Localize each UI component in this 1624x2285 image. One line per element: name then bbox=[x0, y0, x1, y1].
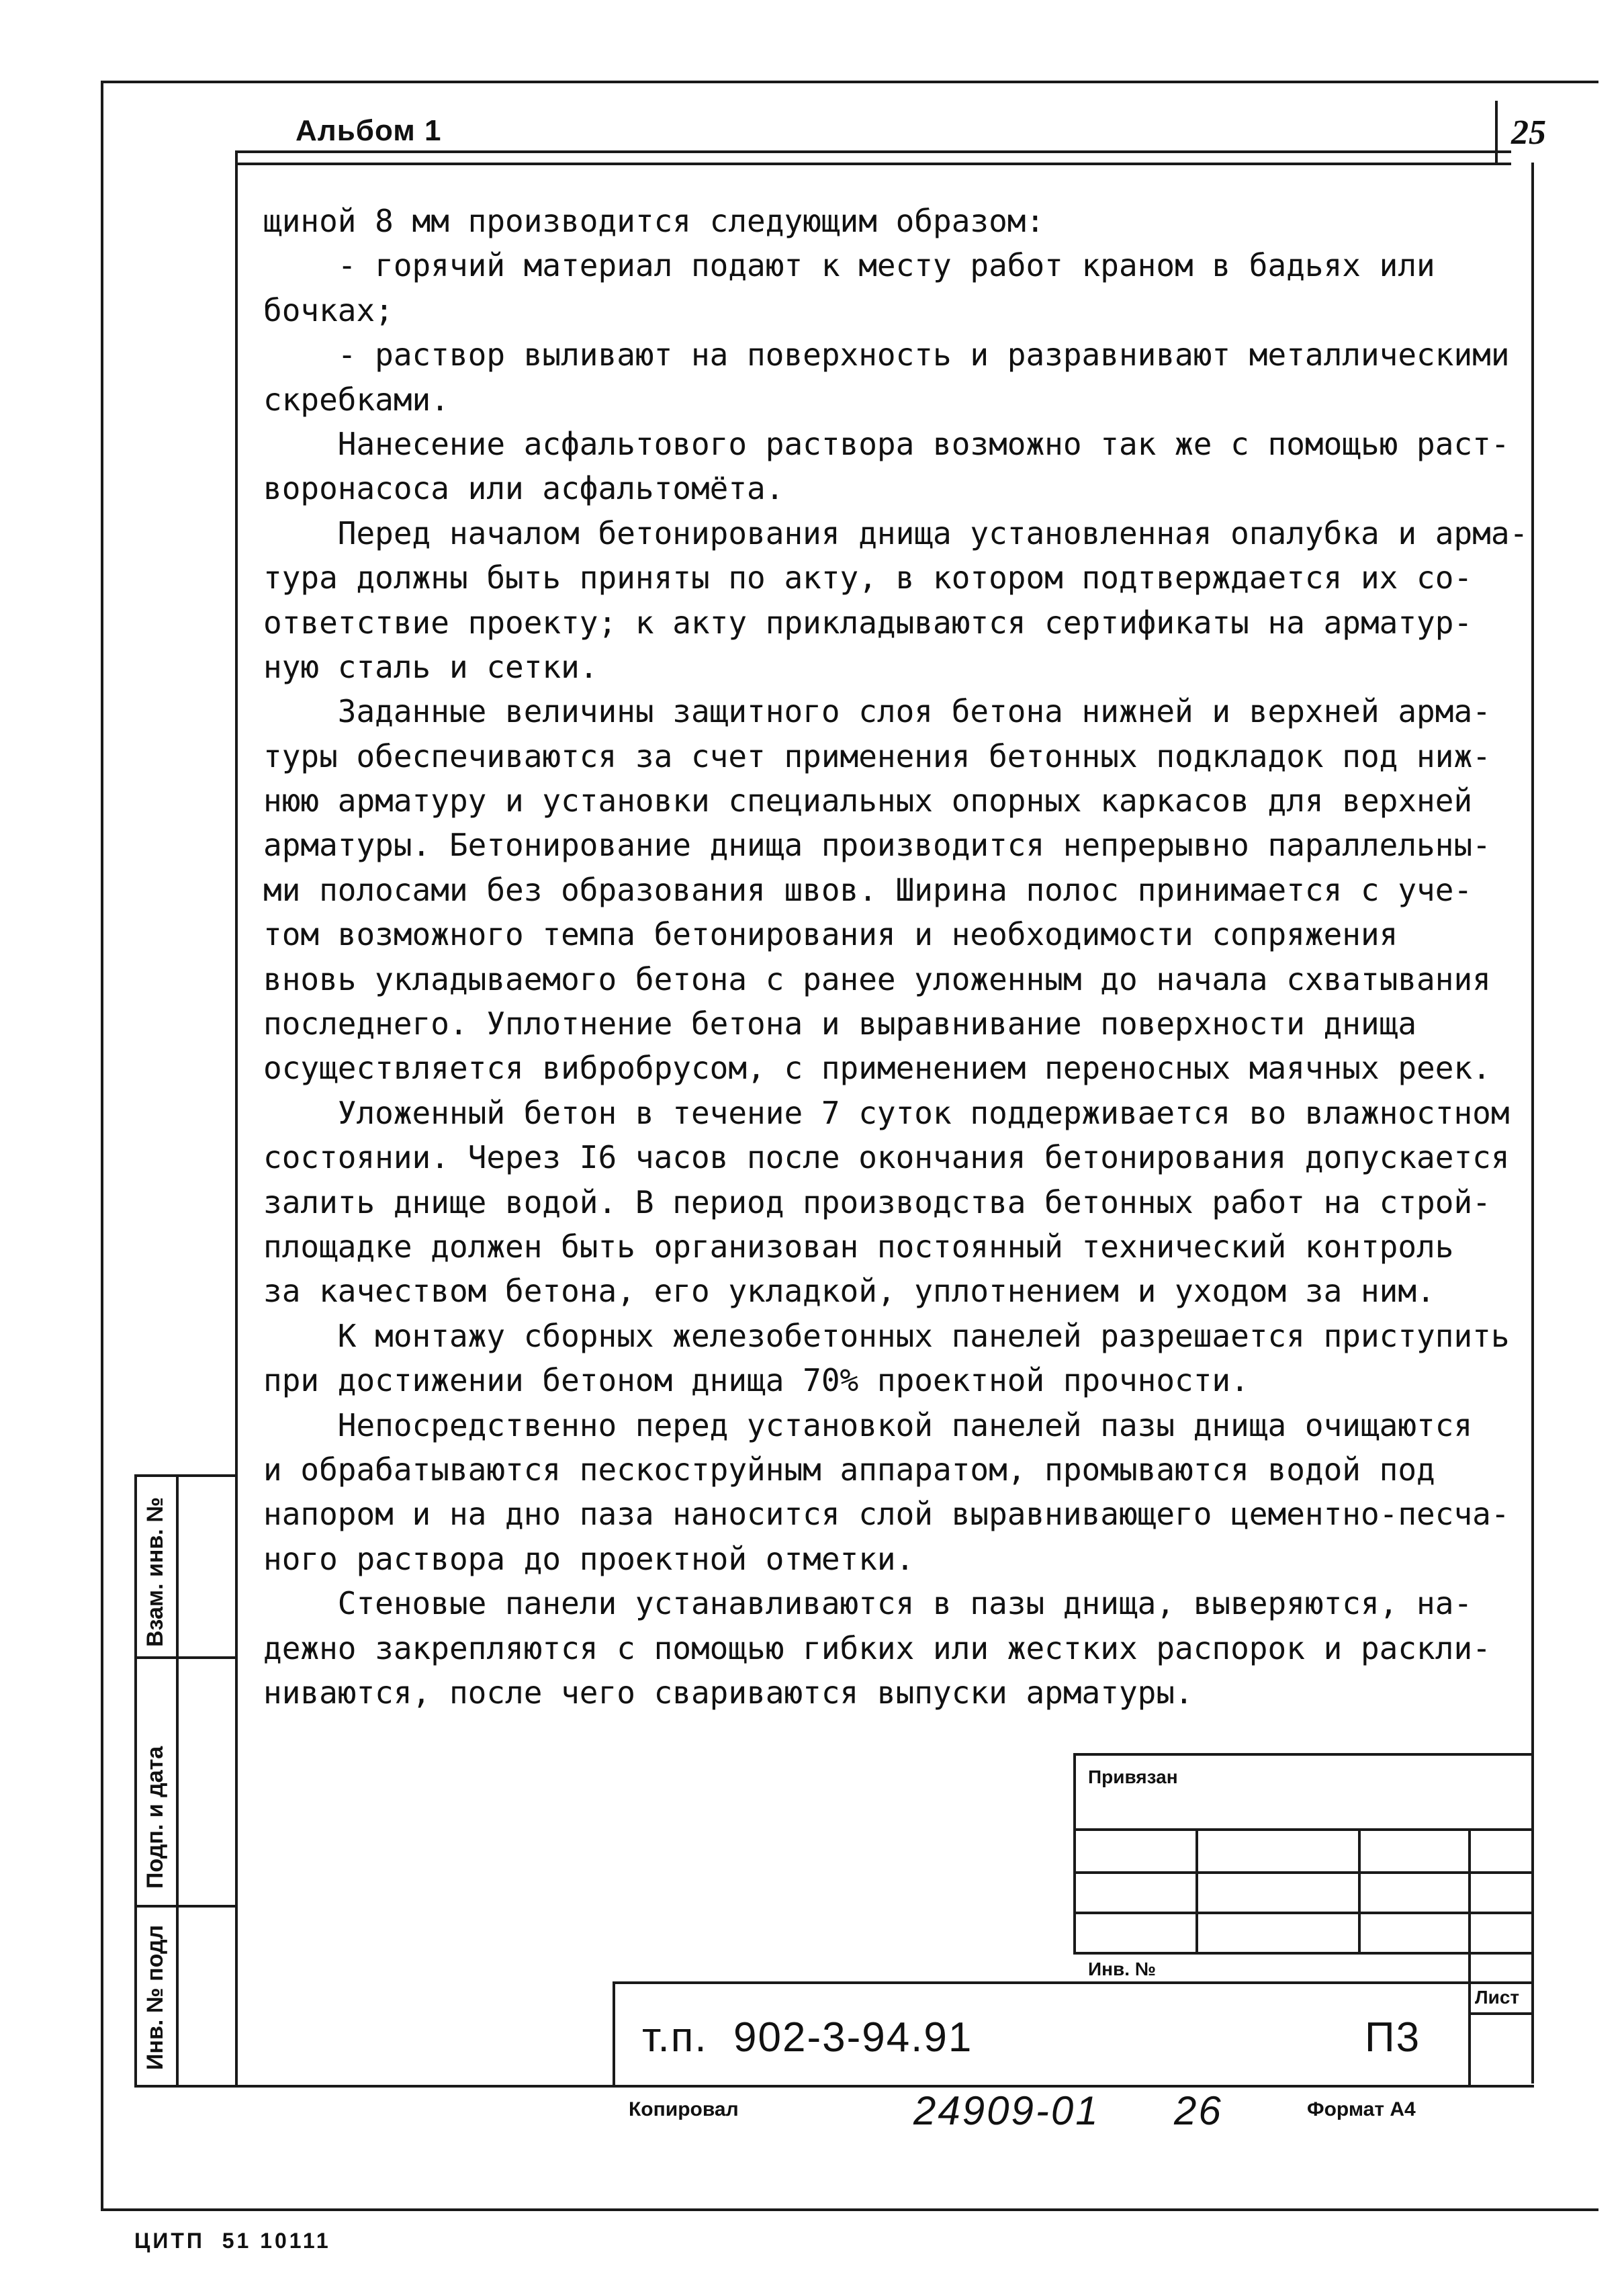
body-line: осуществляется вибробрусом, с применением переносных маячных реек. bbox=[263, 1050, 1491, 1087]
tb-list-label: Лист bbox=[1475, 1987, 1520, 2008]
body-line: дежно закрепляются с помощью гибких или жестких распорок и раскли- bbox=[263, 1629, 1491, 1666]
body-line: Нанесение асфальтового раствора возможно так же с помощью раст- bbox=[263, 425, 1510, 462]
tb-doc-code: т.п. 902-3-94.91 bbox=[642, 2014, 973, 2061]
body-line: и обрабатываются пескоструйным аппаратом, промываются водой под bbox=[263, 1451, 1435, 1488]
body-line: Уложенный бетон в течение 7 суток поддерживается во влажностном bbox=[263, 1094, 1510, 1131]
tb-col-3 bbox=[1468, 1828, 1471, 2088]
frame-outer-bottom bbox=[101, 2208, 1598, 2211]
body-text bbox=[263, 199, 1539, 1715]
body-line: - горячий материал подают к месту работ краном в бадьях или bbox=[263, 247, 1435, 284]
tb-col-2 bbox=[1358, 1828, 1361, 1955]
body-line: ответствие проекту; к акту прикладываются сертификаты на арматур- bbox=[263, 604, 1473, 641]
side-stamp-sep-1 bbox=[134, 1656, 238, 1659]
tb-row-4 bbox=[1073, 1952, 1534, 1955]
body-line: вновь укладываемого бетона с ранее уложенным до начала схватывания bbox=[263, 960, 1491, 997]
body-line: состоянии. Через I6 часов после окончания бетонирования допускается bbox=[263, 1139, 1510, 1176]
footer-kopiroval: Копировал bbox=[629, 2098, 739, 2120]
page-number: 25 bbox=[1511, 114, 1546, 152]
body-line: ми полосами без образования швов. Ширина полос принимается с уче- bbox=[263, 871, 1473, 908]
side-stamp-divider bbox=[176, 1474, 179, 2088]
body-line: туры обеспечиваются за счет применения бетонных подкладок под ниж- bbox=[263, 737, 1491, 774]
tb-inv-no-label: Инв. № bbox=[1088, 1959, 1157, 1979]
body-line: при достижении бетоном днища 70% проектной прочности. bbox=[263, 1362, 1249, 1399]
body-line: Стеновые панели устанавливаются в пазы днища, выверяются, на- bbox=[263, 1585, 1473, 1622]
body-line: тура должны быть приняты по акту, в котором подтверждается их со- bbox=[263, 559, 1473, 596]
body-line: Перед началом бетонирования днища установленная опалубка и арма- bbox=[263, 514, 1529, 551]
tb-privyazan-top bbox=[1073, 1753, 1534, 1756]
frame-inner-left bbox=[235, 153, 238, 2088]
side-label-vzam-inv: Взам. инв. № bbox=[142, 1496, 168, 1647]
tb-row-3 bbox=[1073, 1912, 1534, 1914]
side-stamp-top bbox=[134, 1474, 238, 1477]
side-label-inv-podl: Инв. № подл bbox=[142, 1924, 168, 2070]
footer-format: Формат А4 bbox=[1307, 2098, 1416, 2120]
page-num-box-left bbox=[1495, 101, 1498, 164]
body-line: последнего. Уплотнение бетона и выравнивание поверхности днища bbox=[263, 1005, 1417, 1042]
album-label: Альбом 1 bbox=[296, 114, 442, 147]
frame-outer-left bbox=[101, 81, 103, 2210]
body-line: ного раствора до проектной отметки. bbox=[263, 1540, 915, 1577]
body-line: скребками. bbox=[263, 381, 449, 418]
body-line: нюю арматуру и установки специальных опорных каркасов для верхней bbox=[263, 782, 1473, 819]
body-line: том возможного темпа бетонирования и необходимости сопряжения bbox=[263, 916, 1398, 953]
tb-row-2 bbox=[1073, 1871, 1534, 1874]
body-line: ниваются, после чего свариваются выпуски арматуры. bbox=[263, 1674, 1193, 1711]
body-line: бочках; bbox=[263, 292, 394, 328]
body-line: за качеством бетона, его укладкой, уплотнением и уходом за ним. bbox=[263, 1273, 1435, 1310]
body-line: ную сталь и сетки. bbox=[263, 648, 598, 685]
tb-main-top bbox=[613, 1981, 1534, 1984]
frame-outer-top bbox=[101, 81, 1598, 83]
side-label-podp-data: Подп. и дата bbox=[142, 1746, 168, 1889]
tb-list-row bbox=[1468, 2012, 1534, 2015]
body-line: щиной 8 мм производится следующим образом: bbox=[263, 203, 1045, 239]
body-line: Непосредственно перед установкой панелей пазы днища очищаются bbox=[263, 1406, 1473, 1443]
frame-inner-bottom bbox=[134, 2085, 1534, 2088]
tb-row-1 bbox=[1073, 1828, 1534, 1831]
tb-section: П3 bbox=[1365, 2014, 1421, 2061]
tb-main-left bbox=[613, 1981, 615, 2088]
body-line: Заданные величины защитного слоя бетона нижней и верхней арма- bbox=[263, 693, 1491, 730]
body-line: арматуры. Бетонирование днища производится непрерывно параллельны- bbox=[263, 827, 1491, 864]
body-line: воронасоса или асфальтомёта. bbox=[263, 470, 784, 507]
side-stamp-left bbox=[134, 1474, 137, 2088]
tb-privyazan-left bbox=[1073, 1753, 1076, 1955]
tb-privyazan-label: Привязан bbox=[1088, 1766, 1178, 1787]
footer-sheet-no: 26 bbox=[1174, 2088, 1223, 2133]
side-stamp-sep-2 bbox=[134, 1905, 238, 1908]
body-line: - раствор выливают на поверхность и разравнивают металлическими bbox=[263, 337, 1510, 373]
body-line: К монтажу сборных железобетонных панелей разрешается приступить bbox=[263, 1317, 1510, 1354]
body-line: напором и на дно паза наносится слой выравнивающего цементно-песча- bbox=[263, 1496, 1510, 1533]
frame-inner-top bbox=[235, 163, 1511, 165]
footer-order-no: 24909-01 bbox=[913, 2088, 1100, 2133]
footer-bottom-code: ЦИТП 51 10111 bbox=[134, 2229, 331, 2253]
frame-header-line bbox=[235, 150, 1511, 153]
body-line: залить днище водой. В период производства бетонных работ на строй- bbox=[263, 1183, 1491, 1220]
tb-col-1 bbox=[1196, 1828, 1198, 1955]
body-line: площадке должен быть организован постоянный технический контроль bbox=[263, 1228, 1454, 1265]
